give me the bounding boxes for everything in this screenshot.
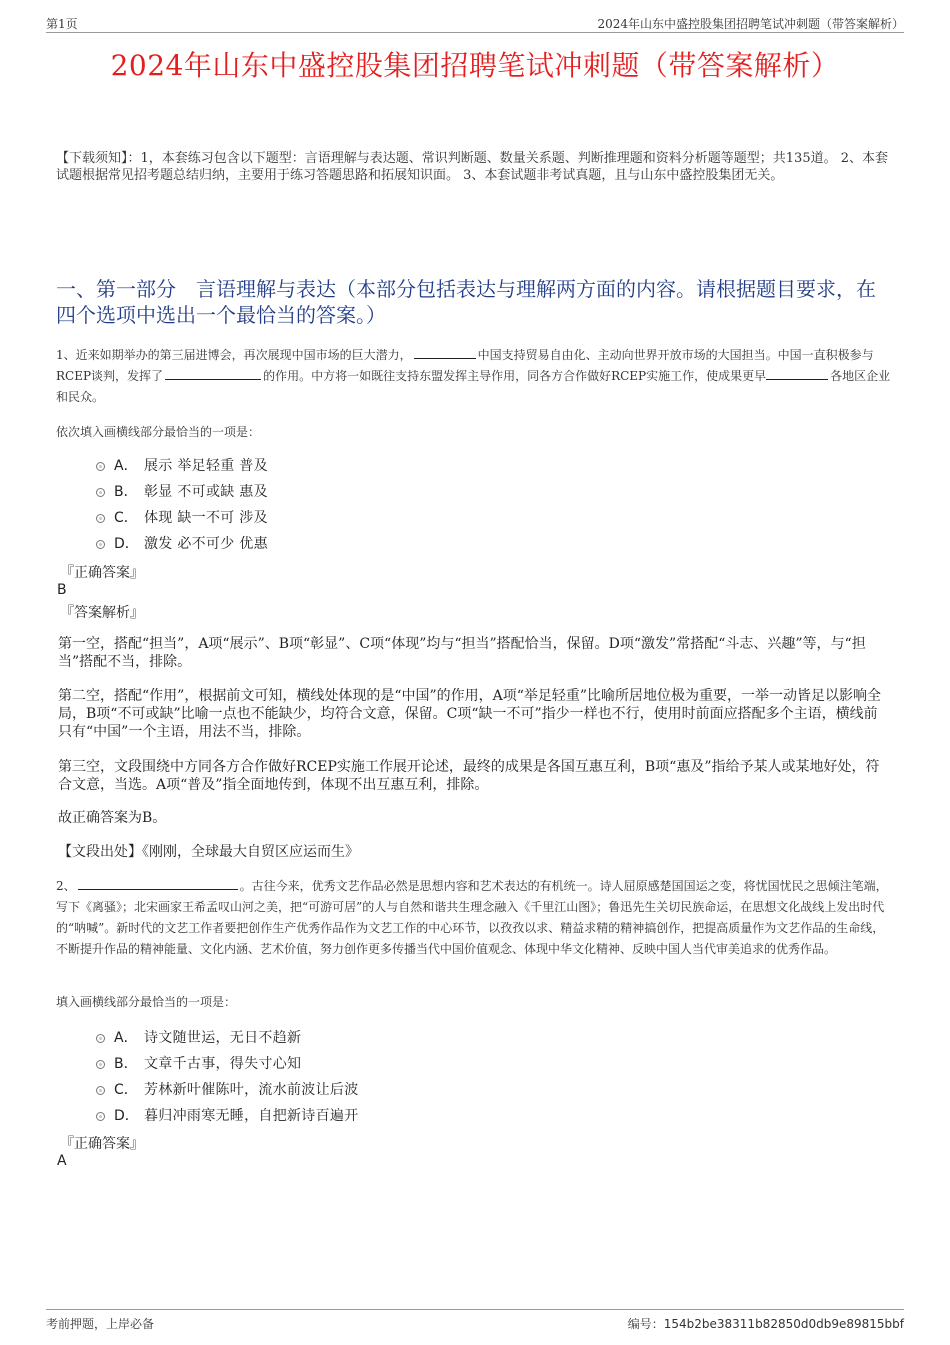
option-text: 展示 举足轻重 普及 xyxy=(144,458,268,474)
q1-option-d[interactable] xyxy=(96,530,268,556)
option-letter: A． xyxy=(114,1030,138,1046)
q1-analysis-3: 第三空，文段围绕中方同各方合作做好RCEP实施工作展开论述，最终的成果是各国互惠互利，B项“惠及”指给予某人或某地好处，符合文意，当选。A项“普及”指全面地传到，体现不出互惠互利，排除。 xyxy=(58,759,880,793)
option-letter: C． xyxy=(114,510,138,526)
option-text: 芳林新叶催陈叶，流水前波让后波 xyxy=(144,1082,359,1098)
radio-icon[interactable] xyxy=(96,1060,105,1069)
option-text: 诗文随世运，无日不趋新 xyxy=(144,1030,302,1046)
q2-answer: A xyxy=(57,1153,67,1169)
q1-analysis-1: 第一空，搭配“担当”，A项“展示”、B项“彰显”、C项“体现”均与“担当”搭配恰当，保留。D项“激发”常搭配“斗志、兴趣”等，与“担当”搭配不当，排除。 xyxy=(58,636,866,670)
section-heading: 一、第一部分 言语理解与表达（本部分包括表达与理解两方面的内容。请根据题目要求，在四个选项中选出一个最恰当的答案。） xyxy=(56,277,876,327)
q1-stem-part3: 的作用。中方将一如既往支持东盟发挥主导作用，同各方合作做好RCEP实施工作，使成果更早 xyxy=(263,369,767,383)
question-2-stem xyxy=(56,876,895,960)
question-1-stem xyxy=(56,345,895,408)
option-text: 暮归冲雨寒无睡，自把新诗百遍开 xyxy=(144,1108,359,1124)
option-letter: B． xyxy=(114,484,138,500)
q2-option-d[interactable] xyxy=(96,1102,359,1128)
radio-icon[interactable] xyxy=(96,488,105,497)
q2-option-b[interactable] xyxy=(96,1050,359,1076)
radio-icon[interactable] xyxy=(96,540,105,549)
radio-icon[interactable] xyxy=(96,1086,105,1095)
radio-icon[interactable] xyxy=(96,462,105,471)
q1-source: 【文段出处】《刚刚，全球最大自贸区应运而生》 xyxy=(58,844,359,860)
q1-stem-part4: 各地区企业和民众。 xyxy=(56,369,891,404)
q1-options xyxy=(96,452,268,556)
footer-code xyxy=(628,1315,904,1332)
option-letter: B． xyxy=(114,1056,138,1072)
q1-blank-1 xyxy=(414,346,476,359)
option-text: 彰显 不可或缺 惠及 xyxy=(144,484,268,500)
option-text: 体现 缺一不可 涉及 xyxy=(144,510,268,526)
q2-stem-prefix: 2、 xyxy=(56,879,76,893)
page-header xyxy=(46,12,904,33)
radio-icon[interactable] xyxy=(96,514,105,523)
footer-code-label: 编号： xyxy=(627,1317,664,1331)
option-letter: D． xyxy=(114,536,139,552)
q1-stem-part2: 中国支持贸易自由化、主动向世界开放市场的大国担当。中国一直积极参与RCEP谈判，发挥了 xyxy=(56,348,874,383)
q2-option-a[interactable] xyxy=(96,1024,359,1050)
option-letter: D． xyxy=(114,1108,139,1124)
q2-stem-text: 。古往今来，优秀文艺作品必然是思想内容和艺术表达的有机统一。诗人屈原感楚国国运之变，将忧国忧民之思倾注笔端，写下《离骚》；北宋画家王希孟叹山河之美，把“可游可居”的人与自然和谐共生理念融入《千里江山图》；鲁迅先生关切民族命运，在思想文化战线上发出时代的“呐喊”。新时代的文艺工作者要把创作生产优秀作品作为文艺工作的中心环节，以孜孜以求、精益求精的精神搞创作，把提高质量作为文艺作品的生命线，不断提升作品的精神能量、文化内涵、艺术价值，努力创作更多传播当代中国价值观念、体现中华文化精神、反映中国人当代审美追求的优秀作品。 xyxy=(56,879,888,956)
q1-option-a[interactable] xyxy=(96,452,268,478)
option-text: 激发 必不可少 优惠 xyxy=(144,536,268,552)
q1-option-c[interactable] xyxy=(96,504,268,530)
q1-prompt: 依次填入画横线部分最恰当的一项是： xyxy=(56,425,261,439)
q1-blank-2 xyxy=(165,367,261,380)
q1-analysis-2: 第二空，搭配“作用”，根据前文可知，横线处体现的是“中国”的作用，A项“举足轻重”比喻所居地位极为重要，一举一动皆足以影响全局，B项“不可或缺”比喻一点也不能缺少，均符合文意，保留。C项“缺一不可”指少一样也不行，使用时前面应搭配多个主语，横线前只有“中国”一个主语，用法不当，排除。 xyxy=(58,688,882,740)
download-notice: 【下载须知】：1，本套练习包含以下题型：言语理解与表达题、常识判断题、数量关系题、判断推理题和资料分析题等题型；共135道。 2、本套试题根据常见招考题总结归纳，主要用于练习答题思路和拓展知识面。 3、本套试题非考试真题，且与山东中盛控股集团无关。 xyxy=(56,151,888,183)
q2-answer-label: 『正确答案』 xyxy=(60,1136,144,1152)
q1-blank-3 xyxy=(766,367,828,380)
radio-icon[interactable] xyxy=(96,1112,105,1121)
option-letter: C． xyxy=(114,1082,138,1098)
page-footer xyxy=(46,1309,904,1336)
q1-answer-label: 『正确答案』 xyxy=(60,565,144,581)
option-text: 文章千古事，得失寸心知 xyxy=(144,1056,302,1072)
q1-analysis-label: 『答案解析』 xyxy=(60,605,144,621)
header-doc-title: 2024年山东中盛控股集团招聘笔试冲刺题（带答案解析） xyxy=(597,17,904,31)
footer-code-value: 154b2be38311b82850d0db9e89815bbf xyxy=(663,1317,904,1331)
page-number: 第1页 xyxy=(46,17,78,31)
q2-option-c[interactable] xyxy=(96,1076,359,1102)
q2-prompt: 填入画横线部分最恰当的一项是： xyxy=(56,995,237,1009)
q1-answer: B xyxy=(57,582,67,598)
q2-options xyxy=(96,1024,359,1128)
document-title: 2024年山东中盛控股集团招聘笔试冲刺题（带答案解析） xyxy=(110,49,840,82)
radio-icon[interactable] xyxy=(96,1034,105,1043)
q1-analysis-conclusion: 故正确答案为B。 xyxy=(58,810,167,826)
q1-option-b[interactable] xyxy=(96,478,268,504)
q1-stem-part1: 1、近来如期举办的第三届进博会，再次展现中国市场的巨大潜力， xyxy=(56,348,412,362)
option-letter: A． xyxy=(114,458,138,474)
footer-slogan: 考前押题，上岸必备 xyxy=(46,1317,155,1331)
q2-blank xyxy=(78,877,238,890)
